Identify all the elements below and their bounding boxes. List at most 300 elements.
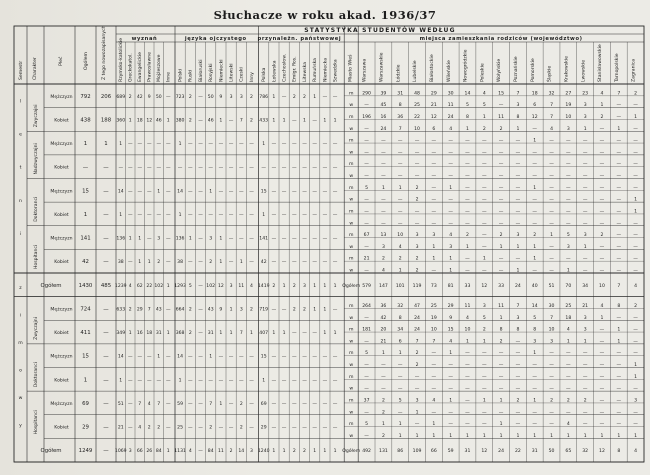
cell-miasto-label: m	[348, 374, 354, 380]
cell-przynaleznosc: —	[292, 236, 297, 242]
cell-miasto: 2	[466, 233, 469, 239]
cell-jezyk: 43	[207, 307, 214, 313]
cell-jezyk: —	[188, 142, 193, 148]
cell-miasto: 12	[430, 114, 437, 120]
cell-miasto: 10	[548, 327, 555, 333]
cell-wyznanie: 7	[138, 401, 142, 407]
column-header-nowozapisani: Z tego nowozapisanych	[102, 25, 107, 80]
cell-przynaleznosc: 1	[333, 118, 337, 124]
cell-przynaleznosc: —	[332, 189, 338, 195]
cell-nowozapisani: —	[103, 424, 109, 431]
cell-ogolem: 15	[82, 188, 89, 195]
cell-wies: —	[414, 386, 420, 392]
cell-wyznanie: —	[127, 354, 133, 360]
cell-wies: 1	[583, 126, 587, 132]
cell-wies: 5	[533, 315, 537, 321]
cell-miasto: 39	[380, 91, 387, 97]
semester-label-letter: i	[19, 313, 22, 319]
cell-wyznanie: 7	[157, 401, 161, 407]
cell-wies: —	[599, 339, 605, 345]
cell-wyznanie: —	[165, 378, 171, 384]
cell-wies: 1	[583, 244, 587, 250]
cell-miasto: 32	[548, 91, 555, 97]
cell-miasto: —	[481, 209, 487, 215]
cell-przynaleznosc: —	[312, 401, 317, 407]
cell-przynaleznosc: —	[271, 189, 277, 195]
cell-miasto: 1	[449, 185, 453, 191]
cell-miasto: 20	[380, 327, 387, 333]
cell-ogolem: —	[82, 164, 89, 171]
cell-przynaleznosc: —	[281, 212, 287, 218]
cell-wyznanie: —	[137, 212, 143, 218]
row-label-plec: Kobiet	[54, 165, 69, 171]
cell-miasto: —	[414, 422, 420, 428]
cell-przynaleznosc: —	[292, 212, 297, 218]
cell-jezyk: 2	[209, 260, 213, 266]
column-header-wojewodztwo: Lwowskie	[581, 59, 587, 82]
cell-wies: 7	[550, 103, 554, 109]
cell-wies: —	[633, 315, 638, 321]
cell-wyznanie: 42	[136, 94, 143, 100]
cell-miasto: —	[431, 351, 437, 357]
row-label-ogolem: Ogółem	[40, 282, 62, 289]
cell-miasto: 1	[398, 185, 402, 191]
cell-jezyk: 3	[239, 307, 243, 313]
cell-jezyk: —	[239, 236, 244, 242]
cell-wies: 10	[414, 126, 420, 132]
column-header-wojewodztwo: Tarnopolskie	[614, 53, 620, 82]
cell-ogolem: 1	[83, 211, 88, 218]
column-header-jezyk: Polski	[178, 68, 184, 82]
cell-miasto: —	[515, 256, 521, 262]
cell-miasto: —	[465, 351, 470, 357]
cell-przynaleznosc: 1	[323, 331, 327, 337]
cell-przynaleznosc: —	[312, 118, 317, 124]
cell-wies: 1	[617, 126, 621, 132]
cell-wies: —	[633, 150, 638, 156]
cell-jezyk: 2	[250, 118, 253, 124]
column-header-przynaleznosc: Niemiecka	[323, 57, 329, 82]
row-label-plec: Mężczyzn	[50, 236, 73, 242]
group-header-miejsce: miejsca zamieszkania rodziców (województwo)	[419, 36, 583, 42]
cell-miasto: 14	[464, 91, 471, 97]
cell-ogolem: 411	[80, 330, 91, 337]
cell-miasto: —	[582, 162, 588, 168]
cell-jezyk: —	[198, 354, 203, 360]
cell-przynaleznosc: —	[292, 425, 297, 431]
cell-wies: —	[465, 410, 470, 416]
cell-miasto: —	[616, 256, 622, 262]
cell-wies: 1	[600, 315, 604, 321]
cell-wyznanie: 1069	[114, 449, 127, 455]
cell-jezyk: —	[188, 425, 193, 431]
cell-wojewodztwo: 66	[430, 449, 437, 455]
column-header-wyznanie: Rzymsko-katolickie	[119, 37, 124, 82]
row-label-plec: Kobiet	[54, 378, 69, 384]
cell-miasto: —	[599, 209, 605, 215]
cell-wies: 1	[617, 433, 621, 439]
cell-wyznanie: 22	[146, 283, 153, 289]
cell-wies: 2	[415, 363, 419, 368]
cell-miasto: 2	[415, 185, 419, 191]
cell-wojewodztwo: 32	[582, 449, 589, 455]
cell-miasto: 1	[482, 114, 486, 120]
cell-miasto: —	[397, 209, 403, 215]
cell-miasto: —	[498, 185, 504, 191]
column-header-przynaleznosc: Szwedzka	[333, 59, 339, 82]
cell-wies: 1	[432, 244, 436, 250]
cell-miasto: 1	[634, 209, 638, 215]
cell-wies: —	[465, 221, 470, 227]
cell-wies: 4	[449, 339, 453, 345]
cell-wies: —	[566, 386, 571, 392]
cell-jezyk: —	[198, 260, 203, 266]
cell-przynaleznosc: —	[261, 165, 266, 171]
cell-jezyk: —	[198, 449, 203, 455]
cell-miasto: 4	[600, 303, 604, 309]
cell-wies: 2	[499, 126, 503, 132]
cell-miasto: —	[364, 162, 369, 168]
cell-jezyk: —	[239, 189, 244, 195]
cell-wies: —	[633, 103, 638, 109]
cell-wies: —	[397, 386, 403, 392]
cell-miasto: —	[599, 422, 605, 428]
cell-wies: —	[599, 197, 605, 203]
row-label-charakter: Zwyczajni	[34, 104, 39, 128]
cell-jezyk: 102	[206, 283, 216, 289]
cell-wyznanie: —	[146, 378, 152, 384]
cell-miasto: —	[397, 138, 403, 144]
cell-miasto: —	[549, 162, 554, 168]
cell-miasto: 23	[582, 91, 589, 97]
cell-wies: —	[481, 268, 487, 274]
row-label-plec: Kobiet	[54, 331, 69, 337]
cell-przynaleznosc: —	[322, 354, 328, 360]
cell-wies: —	[599, 221, 605, 227]
cell-wies: 8	[398, 315, 402, 321]
cell-wies: —	[599, 386, 605, 392]
cell-wies: —	[582, 363, 588, 368]
cell-wies: —	[364, 221, 369, 227]
cell-wyznanie: 4	[147, 401, 151, 407]
cell-miasto: —	[498, 209, 504, 215]
cell-wies: —	[465, 174, 470, 179]
cell-wojewodztwo: 10	[599, 283, 605, 289]
cell-wojewodztwo: 34	[582, 283, 589, 289]
row-label-ogolem: Ogółem	[40, 448, 62, 455]
cell-miasto: —	[633, 162, 638, 168]
cell-jezyk: —	[249, 354, 254, 360]
cell-wies: —	[498, 363, 504, 368]
cell-miasto: —	[582, 422, 588, 428]
cell-przynaleznosc: 1	[272, 118, 276, 124]
cell-jezyk: —	[239, 354, 244, 360]
cell-wies: 2	[415, 197, 419, 203]
cell-przynaleznosc: —	[322, 401, 328, 407]
cell-wies: —	[515, 221, 521, 227]
cell-nowozapisani: —	[103, 188, 109, 195]
row-label-charakter: Doktoranci	[34, 362, 39, 388]
cell-miasto: —	[599, 256, 605, 262]
cell-wies: —	[633, 339, 638, 345]
cell-miasto: 7	[516, 91, 520, 97]
cell-wies: —	[582, 221, 588, 227]
cell-wies: 4	[449, 126, 453, 132]
cell-przynaleznosc: 1	[262, 378, 266, 384]
cell-wyznanie: 633	[116, 307, 126, 313]
cell-wies: —	[431, 174, 437, 179]
cell-wyznanie: 1239	[114, 283, 127, 289]
cell-miasto: —	[532, 422, 538, 428]
cell-jezyk: 12	[217, 283, 224, 289]
cell-jezyk: 1	[178, 378, 182, 384]
cell-wies: 1	[449, 268, 453, 274]
cell-wies: 3	[583, 103, 587, 109]
cell-wies: 1	[566, 433, 570, 439]
cell-miasto: —	[515, 209, 521, 215]
cell-przynaleznosc: —	[312, 331, 317, 337]
cell-przynaleznosc: —	[271, 354, 277, 360]
cell-miejsce-label: Ogółem	[342, 449, 361, 455]
cell-przynaleznosc: —	[271, 401, 277, 407]
cell-przynaleznosc: —	[312, 260, 317, 266]
cell-jezyk: 5	[188, 283, 192, 289]
cell-wies: 5	[482, 103, 486, 109]
cell-wies: —	[515, 197, 521, 203]
column-header-wojewodztwo: Wileńskie	[446, 60, 452, 82]
cell-wies: 24	[380, 126, 387, 132]
cell-wies: —	[633, 386, 638, 392]
cell-miasto: —	[414, 374, 420, 380]
cell-wyznanie: 1	[128, 118, 132, 124]
cell-jezyk: 14	[177, 354, 184, 360]
cell-miasto: 8	[516, 327, 520, 333]
cell-wies: —	[633, 410, 638, 416]
cell-miasto: —	[515, 138, 521, 144]
cell-miasto: —	[481, 374, 487, 380]
cell-jezyk: 664	[175, 307, 185, 313]
cell-wies: —	[448, 363, 453, 368]
column-header-wojewodztwo: Lubelskie	[413, 60, 419, 82]
cell-wyznanie: —	[165, 142, 171, 148]
cell-wies: —	[599, 363, 605, 368]
semester-label-letter: w	[18, 396, 23, 402]
cell-wies: —	[566, 363, 571, 368]
cell-przynaleznosc: 2	[272, 283, 276, 289]
cell-miasto-label: m	[348, 303, 354, 309]
cell-jezyk: 14	[177, 189, 184, 195]
cell-jezyk: —	[228, 354, 234, 360]
cell-przynaleznosc: —	[281, 401, 287, 407]
cell-wyznanie: —	[165, 94, 171, 100]
cell-jezyk: 2	[250, 307, 253, 313]
cell-jezyk: —	[249, 378, 254, 384]
cell-miasto: —	[481, 138, 487, 144]
cell-przynaleznosc: —	[281, 189, 287, 195]
cell-wyznanie: 4	[128, 283, 132, 289]
cell-wies: —	[465, 386, 470, 392]
cell-miasto: 3	[583, 114, 587, 120]
cell-nowozapisani: 206	[100, 93, 112, 100]
cell-wies: 3	[550, 339, 554, 345]
cell-jezyk: 2	[188, 331, 192, 337]
cell-wies: —	[616, 221, 622, 227]
cell-miasto: 27	[565, 91, 572, 97]
cell-nowozapisani: 188	[100, 117, 112, 124]
column-header-przynaleznosc: Litewska	[302, 61, 308, 82]
cell-ogolem: 69	[82, 400, 89, 407]
cell-wies: —	[397, 410, 403, 416]
column-header-jezyk: Litewski	[229, 63, 235, 82]
cell-wyznanie: 50	[155, 94, 162, 100]
cell-miasto: 11	[498, 114, 505, 120]
cell-wojewodztwo: 119	[412, 283, 422, 289]
cell-wies: —	[364, 363, 369, 368]
cell-wies: 1	[516, 433, 520, 439]
cell-jezyk: —	[198, 212, 203, 218]
semester-label-letter: e	[19, 132, 22, 138]
cell-wies: —	[515, 386, 521, 392]
cell-wies-label: w	[349, 150, 354, 156]
cell-wyznanie: 1	[166, 449, 170, 455]
column-header-jezyk: Rosyjski	[209, 63, 215, 82]
cell-miasto: 3	[583, 327, 587, 333]
row-label-plec: Mężczyzn	[50, 307, 73, 313]
cell-jezyk: —	[228, 425, 234, 431]
cell-wies: 19	[565, 103, 572, 109]
row-label-plec: Mężczyzn	[50, 401, 73, 407]
cell-przynaleznosc: —	[281, 260, 287, 266]
cell-wies: —	[549, 174, 554, 179]
cell-wyznanie: 2	[128, 94, 132, 100]
cell-miasto: —	[481, 351, 487, 357]
cell-wies: —	[465, 268, 470, 274]
cell-miasto: —	[582, 209, 588, 215]
cell-jezyk: —	[249, 189, 254, 195]
cell-miasto: —	[414, 162, 420, 168]
cell-wojewodztwo: 492	[362, 449, 371, 455]
cell-wies: 4	[550, 126, 554, 132]
cell-miasto: —	[364, 374, 369, 380]
cell-miasto: —	[448, 374, 453, 380]
cell-miasto: —	[582, 256, 588, 262]
cell-przynaleznosc: —	[302, 189, 307, 195]
cell-miasto: 1	[398, 351, 402, 357]
cell-przynaleznosc: —	[332, 401, 338, 407]
cell-wojewodztwo: 33	[498, 283, 505, 289]
cell-miasto: 3	[583, 233, 587, 239]
column-header-wojewodztwo: Poleskie	[480, 63, 486, 82]
cell-jezyk: —	[198, 236, 203, 242]
cell-miasto: 4	[600, 91, 604, 97]
cell-wyznanie: 360	[116, 118, 126, 124]
cell-miasto: —	[481, 162, 487, 168]
cell-przynaleznosc: 1	[313, 307, 317, 313]
cell-jezyk: —	[188, 354, 193, 360]
cell-jezyk: —	[198, 283, 203, 289]
cell-wies: —	[431, 268, 437, 274]
cell-miasto-label: m	[348, 114, 354, 120]
cell-miasto: —	[381, 374, 386, 380]
page-title: Słuchacze w roku akad. 1936/37	[213, 8, 437, 22]
cell-wojewodztwo: 51	[548, 283, 555, 289]
row-label-plec: Mężczyzn	[50, 142, 73, 148]
cell-wies: —	[515, 150, 521, 156]
cell-jezyk: —	[198, 142, 203, 148]
cell-wies: —	[498, 410, 504, 416]
cell-miasto-label: m	[348, 91, 354, 97]
cell-przynaleznosc: —	[302, 165, 307, 171]
cell-wies: —	[616, 244, 622, 250]
cell-nowozapisani: —	[103, 353, 109, 360]
column-header-wojewodztwo: Warszawa	[362, 58, 368, 82]
cell-miasto: —	[498, 138, 504, 144]
cell-jezyk: 1	[188, 236, 192, 242]
cell-miasto: —	[515, 422, 521, 428]
cell-wies: 1	[482, 433, 486, 439]
cell-przynaleznosc: 1	[282, 331, 286, 337]
cell-wies: —	[465, 197, 470, 203]
cell-miasto: —	[599, 374, 605, 380]
cell-wies: 1	[600, 103, 604, 109]
cell-miasto: —	[566, 256, 571, 262]
cell-przynaleznosc: —	[292, 378, 297, 384]
cell-miasto: 2	[415, 351, 419, 357]
cell-przynaleznosc: —	[302, 425, 307, 431]
cell-miasto: —	[616, 138, 622, 144]
cell-wies: —	[364, 174, 369, 179]
cell-wies: —	[448, 197, 453, 203]
cell-miasto: 16	[380, 114, 387, 120]
cell-wies: —	[582, 386, 588, 392]
cell-wies: —	[364, 386, 369, 392]
cell-wies: —	[414, 150, 420, 156]
cell-przynaleznosc: 2	[292, 283, 296, 289]
cell-nowozapisani: —	[103, 330, 109, 337]
cell-wies: 1	[550, 433, 554, 439]
cell-miasto: —	[616, 422, 622, 428]
cell-wyznanie: —	[137, 189, 143, 195]
cell-przynaleznosc: 2	[303, 307, 306, 313]
cell-miasto: 11	[464, 303, 471, 309]
cell-jezyk: —	[249, 260, 254, 266]
cell-wyznanie: 21	[117, 425, 124, 431]
column-header-przynaleznosc: Czechosłow.	[282, 54, 288, 82]
cell-przynaleznosc: —	[302, 331, 307, 337]
cell-wies: 1	[566, 268, 570, 274]
cell-jezyk: —	[218, 378, 224, 384]
cell-wyznanie: —	[137, 142, 143, 148]
cell-jezyk: —	[239, 378, 244, 384]
cell-przynaleznosc: —	[312, 142, 317, 148]
cell-nowozapisani: —	[103, 448, 109, 455]
cell-wies: —	[616, 363, 622, 368]
cell-miasto-label: m	[348, 351, 354, 357]
column-header-charakter: Charakter	[33, 57, 38, 80]
cell-miasto: 5	[398, 398, 402, 404]
cell-wies: —	[599, 126, 605, 132]
cell-miasto: 36	[397, 114, 404, 120]
cell-wyznanie: 2	[128, 307, 132, 313]
cell-przynaleznosc: 1	[282, 283, 286, 289]
cell-wyznanie: 84	[155, 449, 162, 455]
cell-wies: —	[616, 150, 622, 156]
cell-miasto: 196	[362, 114, 371, 120]
cell-wies: —	[397, 221, 403, 227]
cell-przynaleznosc: —	[271, 425, 277, 431]
cell-wies: —	[397, 363, 403, 368]
cell-miasto: —	[616, 114, 622, 120]
